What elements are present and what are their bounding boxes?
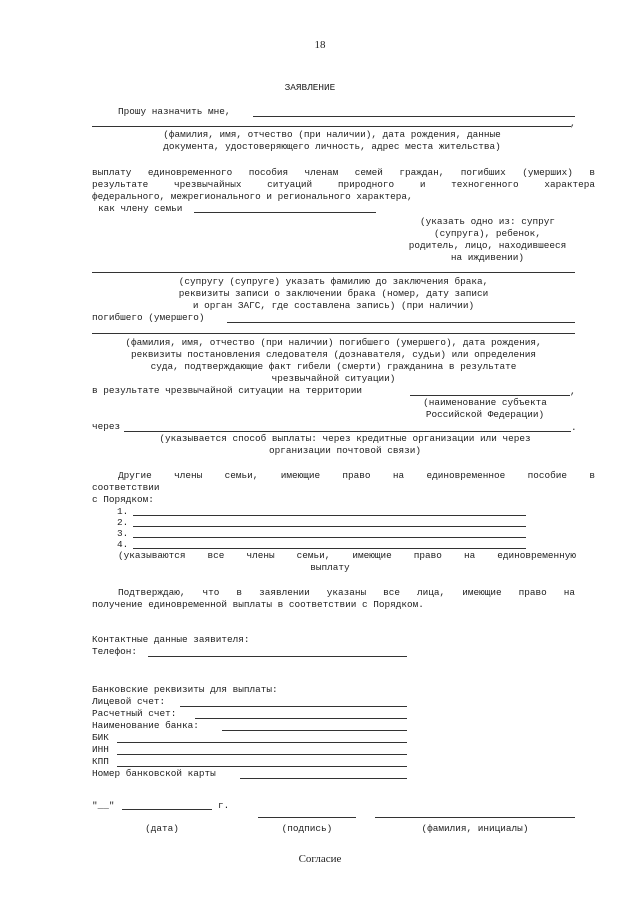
bank-field-settlement[interactable] bbox=[195, 718, 407, 719]
deceased-hint-3: суда, подтверждающие факт гибели (смерти) гражданина в результате bbox=[150, 361, 517, 372]
territory-hint-2: Российской Федерации) bbox=[425, 409, 545, 420]
member-list-number: 3. bbox=[117, 528, 129, 539]
trailing-comma: , bbox=[570, 118, 576, 129]
member-hint-4: на иждивении) bbox=[450, 252, 525, 263]
applicant-hint-2: документа, удостоверяющего личность, адрес места жительства) bbox=[163, 141, 501, 152]
territory-field[interactable] bbox=[410, 395, 570, 396]
territory-comma: , bbox=[570, 386, 576, 397]
bank-label-bik: БИК bbox=[92, 732, 109, 743]
member-label: как члену семьи bbox=[98, 203, 183, 214]
bank-field-account[interactable] bbox=[180, 706, 407, 707]
member-hint: (указать одно из: супруг bbox=[419, 216, 556, 227]
date-prefix: "__" bbox=[92, 800, 115, 811]
members-hint-2: выплату bbox=[310, 562, 350, 573]
spouse-hint-2: реквизиты записи о заключении брака (номер, дату записи bbox=[178, 288, 489, 299]
spouse-field[interactable] bbox=[92, 272, 575, 273]
bank-field-kpp[interactable] bbox=[117, 766, 407, 767]
date-suffix: г. bbox=[218, 800, 230, 811]
deceased-hint-2: реквизиты постановления следователя (дознавателя, судьи) или определения bbox=[130, 349, 537, 360]
territory-hint: (наименование субъекта bbox=[423, 397, 547, 408]
payment-text: выплату единовременного пособия членам семей граждан, погибших (умерших) в bbox=[92, 167, 595, 178]
bank-label-card: Номер банковской карты bbox=[92, 768, 216, 779]
member-list-number: 4. bbox=[117, 539, 129, 550]
deceased-hint: (фамилия, имя, отчество (при наличии) погибшего (умершего), дата рождения, bbox=[125, 337, 542, 348]
bank-label-inn: ИНН bbox=[92, 744, 109, 755]
deceased-label: погибшего (умершего) bbox=[92, 312, 205, 323]
member-list-number: 2. bbox=[117, 517, 129, 528]
spouse-hint-3: и орган ЗАГС, где составлена запись) (при наличии) bbox=[192, 300, 475, 311]
phone-field[interactable] bbox=[148, 656, 407, 657]
members-hint: (указываются все члены семьи, имеющие право на единовременную bbox=[118, 550, 576, 561]
page-number: 18 bbox=[314, 39, 326, 51]
bank-field-bik[interactable] bbox=[117, 742, 407, 743]
signature-caption: (подпись) bbox=[281, 823, 333, 834]
via-end: . bbox=[571, 422, 577, 433]
others-text: Другие члены семьи, имеющие право на единовременное пособие в bbox=[118, 470, 595, 481]
contacts-title: Контактные данные заявителя: bbox=[92, 634, 250, 645]
applicant-hint: (фамилия, имя, отчество (при наличии), дата рождения, данные bbox=[163, 129, 501, 140]
name-field[interactable] bbox=[375, 817, 575, 818]
others-text-3: с Порядком: bbox=[92, 494, 154, 505]
date-caption: (дата) bbox=[145, 823, 179, 834]
document-title: ЗАЯВЛЕНИЕ bbox=[284, 82, 336, 93]
via-field[interactable] bbox=[124, 431, 571, 432]
name-caption: (фамилия, инициалы) bbox=[421, 823, 529, 834]
member-list-field[interactable] bbox=[133, 537, 526, 538]
request-label: Прошу назначить мне, bbox=[118, 106, 231, 117]
bank-label-settlement: Расчетный счет: bbox=[92, 708, 177, 719]
via-hint-2: организации почтовой связи) bbox=[269, 445, 421, 456]
bank-label-kpp: КПП bbox=[92, 756, 109, 767]
payment-text-2: результате чрезвычайных ситуаций природного и техногенного характера bbox=[92, 179, 595, 190]
member-list-number: 1. bbox=[117, 506, 129, 517]
others-text-2: соответствии bbox=[92, 482, 160, 493]
member-list-field[interactable] bbox=[133, 548, 526, 549]
deceased-field[interactable] bbox=[227, 322, 575, 323]
confirm-text-2: получение единовременной выплаты в соответствии с Порядком. bbox=[92, 599, 424, 610]
member-list-field[interactable] bbox=[133, 526, 526, 527]
bank-field-inn[interactable] bbox=[117, 754, 407, 755]
territory-label: в результате чрезвычайной ситуации на территории bbox=[92, 385, 363, 396]
bank-label-name: Наименование банка: bbox=[92, 720, 199, 731]
applicant-field[interactable] bbox=[253, 116, 575, 117]
bank-label-account: Лицевой счет: bbox=[92, 696, 166, 707]
bank-field-card[interactable] bbox=[240, 778, 407, 779]
member-hint-2: (супруга), ребенок, bbox=[434, 228, 541, 239]
footer-title: Согласие bbox=[298, 853, 342, 865]
spouse-hint: (супругу (супруге) указать фамилию до заключения брака, bbox=[178, 276, 489, 287]
member-field[interactable] bbox=[194, 212, 376, 213]
deceased-hint-4: чрезвычайной ситуации) bbox=[271, 373, 396, 384]
deceased-field-2[interactable] bbox=[92, 333, 575, 334]
bank-field-name[interactable] bbox=[222, 730, 407, 731]
phone-label: Телефон: bbox=[92, 646, 138, 657]
via-hint: (указывается способ выплаты: через кредитные организации или через bbox=[159, 433, 531, 444]
applicant-field-2[interactable] bbox=[92, 126, 571, 127]
via-label: через bbox=[92, 421, 121, 432]
payment-text-3: федерального, межрегионального и регионального характера, bbox=[92, 191, 413, 202]
date-field[interactable] bbox=[122, 809, 212, 810]
confirm-text: Подтверждаю, что в заявлении указаны все лица, имеющие право на bbox=[118, 587, 575, 598]
bank-title: Банковские реквизиты для выплаты: bbox=[92, 684, 278, 695]
member-hint-3: родитель, лицо, находившееся bbox=[408, 240, 567, 251]
member-list-field[interactable] bbox=[133, 515, 526, 516]
signature-field[interactable] bbox=[258, 817, 356, 818]
